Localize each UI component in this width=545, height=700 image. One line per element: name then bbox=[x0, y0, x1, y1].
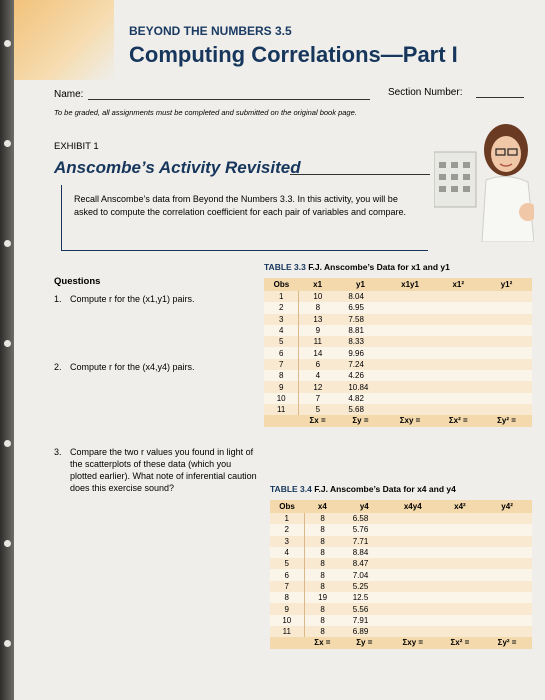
table-cell: 7 bbox=[264, 359, 299, 370]
blank-answer-cell[interactable] bbox=[385, 314, 436, 325]
blank-answer-cell[interactable] bbox=[482, 558, 532, 569]
blank-answer-cell[interactable] bbox=[481, 314, 532, 325]
exhibit-title: Anscombe’s Activity Revisited bbox=[54, 158, 301, 177]
table-row bbox=[270, 615, 532, 626]
sum-cell[interactable]: Σy² = bbox=[482, 637, 532, 648]
blank-answer-cell[interactable] bbox=[481, 325, 532, 336]
blank-answer-cell[interactable] bbox=[438, 615, 483, 626]
blank-answer-cell[interactable] bbox=[481, 381, 532, 392]
table-cell: 5 bbox=[299, 404, 337, 415]
table-cell: 10 bbox=[270, 615, 304, 626]
table-3-4-caption: TABLE 3.4 F.J. Anscombe’s Data for x4 and y4 bbox=[270, 484, 456, 494]
sum-cell[interactable]: Σx = bbox=[304, 637, 341, 648]
blank-answer-cell[interactable] bbox=[438, 581, 483, 592]
table-cell: 4 bbox=[299, 370, 337, 381]
blank-answer-cell[interactable] bbox=[481, 336, 532, 347]
sum-cell[interactable]: Σx² = bbox=[435, 415, 481, 426]
table-cell: 4.26 bbox=[336, 370, 384, 381]
question-3: 3. Compare the two r values you found in light of the scatterplots of these data (which you plotted earlier). What note of inferential caution does this exercise sound? bbox=[54, 447, 257, 493]
table-cell: 1 bbox=[264, 291, 299, 302]
table-row bbox=[264, 359, 532, 370]
blank-answer-cell[interactable] bbox=[438, 524, 483, 535]
blank-answer-cell[interactable] bbox=[438, 558, 483, 569]
corner-decoration bbox=[14, 0, 114, 80]
sum-cell[interactable] bbox=[270, 637, 304, 648]
table-cell: 9.96 bbox=[336, 347, 384, 358]
blank-answer-cell[interactable] bbox=[481, 404, 532, 415]
column-header: y4² bbox=[482, 500, 532, 513]
blank-answer-cell[interactable] bbox=[435, 314, 481, 325]
table-row bbox=[270, 524, 532, 535]
table-row bbox=[270, 547, 532, 558]
column-header: x1² bbox=[435, 278, 481, 291]
blank-answer-cell[interactable] bbox=[385, 347, 436, 358]
blank-answer-cell[interactable] bbox=[435, 370, 481, 381]
table-cell: 8.84 bbox=[341, 547, 388, 558]
blank-answer-cell[interactable] bbox=[481, 347, 532, 358]
table-cell: 8 bbox=[304, 569, 341, 580]
name-label: Name: bbox=[54, 89, 84, 100]
blank-answer-cell[interactable] bbox=[385, 302, 436, 313]
column-header: Obs bbox=[270, 500, 304, 513]
blank-answer-cell[interactable] bbox=[438, 547, 483, 558]
blank-answer-cell[interactable] bbox=[482, 524, 532, 535]
table-cell: 9 bbox=[270, 603, 304, 614]
blank-answer-cell[interactable] bbox=[482, 513, 532, 524]
blank-answer-cell[interactable] bbox=[435, 302, 481, 313]
blank-answer-cell[interactable] bbox=[435, 325, 481, 336]
sum-cell[interactable]: Σy = bbox=[336, 415, 384, 426]
woman-with-calculator-illustration bbox=[434, 112, 534, 242]
table-row bbox=[264, 325, 532, 336]
sum-cell[interactable]: Σy = bbox=[341, 637, 388, 648]
blank-answer-cell[interactable] bbox=[481, 370, 532, 381]
table-row bbox=[264, 336, 532, 347]
table-cell: 8 bbox=[304, 603, 341, 614]
table-sum-row bbox=[270, 637, 532, 648]
section-title: BEYOND THE NUMBERS 3.5 bbox=[129, 24, 292, 38]
blank-answer-cell[interactable] bbox=[481, 302, 532, 313]
blank-answer-cell[interactable] bbox=[388, 524, 438, 535]
blank-answer-cell[interactable] bbox=[481, 291, 532, 302]
table-cell: 5.25 bbox=[341, 581, 388, 592]
exhibit-label: EXHIBIT 1 bbox=[54, 141, 99, 152]
table-cell: 7.58 bbox=[336, 314, 384, 325]
binding-hole bbox=[4, 240, 11, 247]
blank-answer-cell[interactable] bbox=[481, 359, 532, 370]
table-row bbox=[264, 291, 532, 302]
table-row bbox=[270, 513, 532, 524]
question-1: 1. Compute r for the (x1,y1) pairs. bbox=[54, 294, 195, 304]
blank-answer-cell[interactable] bbox=[482, 569, 532, 580]
table-cell: 8 bbox=[304, 626, 341, 637]
blank-answer-cell[interactable] bbox=[435, 404, 481, 415]
table-cell: 7.24 bbox=[336, 359, 384, 370]
worksheet-page bbox=[14, 0, 545, 700]
blank-answer-cell[interactable] bbox=[482, 581, 532, 592]
table-cell: 8.81 bbox=[336, 325, 384, 336]
column-header: x4y4 bbox=[388, 500, 438, 513]
blank-answer-cell[interactable] bbox=[438, 569, 483, 580]
book-spine bbox=[0, 0, 14, 700]
table-cell: 4 bbox=[270, 547, 304, 558]
table-header-row bbox=[264, 278, 532, 291]
blank-answer-cell[interactable] bbox=[482, 547, 532, 558]
blank-answer-cell[interactable] bbox=[438, 626, 483, 637]
section-number-line[interactable] bbox=[476, 97, 524, 98]
table-cell: 8 bbox=[270, 592, 304, 603]
table-cell: 11 bbox=[270, 626, 304, 637]
questions-heading: Questions bbox=[54, 276, 101, 287]
table-cell: 5.68 bbox=[336, 404, 384, 415]
blank-answer-cell[interactable] bbox=[385, 325, 436, 336]
table-cell: 8 bbox=[304, 524, 341, 535]
table-cell: 7 bbox=[299, 393, 337, 404]
table-cell: 2 bbox=[270, 524, 304, 535]
blank-answer-cell[interactable] bbox=[438, 536, 483, 547]
blank-answer-cell[interactable] bbox=[388, 592, 438, 603]
intro-text: Recall Anscombe’s data from Beyond the Numbers 3.3. In this activity, you will be asked to compute the correlation coefficient for each pair of variables and compare. bbox=[74, 194, 407, 217]
blank-answer-cell[interactable] bbox=[385, 336, 436, 347]
blank-answer-cell[interactable] bbox=[388, 569, 438, 580]
column-header: x4² bbox=[438, 500, 483, 513]
blank-answer-cell[interactable] bbox=[385, 370, 436, 381]
table-cell: 6.89 bbox=[341, 626, 388, 637]
table-row bbox=[264, 370, 532, 381]
table-cell: 6.95 bbox=[336, 302, 384, 313]
table-cell: 12 bbox=[299, 381, 337, 392]
table-cell: 9 bbox=[264, 381, 299, 392]
table-cell: 8.04 bbox=[336, 291, 384, 302]
table-cell: 8 bbox=[304, 581, 341, 592]
binding-hole bbox=[4, 540, 11, 547]
blank-answer-cell[interactable] bbox=[435, 393, 481, 404]
blank-answer-cell[interactable] bbox=[438, 603, 483, 614]
table-cell: 8 bbox=[264, 370, 299, 381]
blank-answer-cell[interactable] bbox=[481, 393, 532, 404]
table-cell: 2 bbox=[264, 302, 299, 313]
table-row bbox=[264, 381, 532, 392]
column-header: x1 bbox=[299, 278, 337, 291]
table-cell: 3 bbox=[264, 314, 299, 325]
table-cell: 8 bbox=[304, 547, 341, 558]
table-cell: 8 bbox=[299, 302, 337, 313]
binding-hole bbox=[4, 140, 11, 147]
table-cell: 5.56 bbox=[341, 603, 388, 614]
table-row bbox=[270, 536, 532, 547]
table-cell: 10 bbox=[264, 393, 299, 404]
sum-cell[interactable]: Σxy = bbox=[388, 637, 438, 648]
blank-answer-cell[interactable] bbox=[438, 513, 483, 524]
blank-answer-cell[interactable] bbox=[385, 291, 436, 302]
blank-answer-cell[interactable] bbox=[435, 347, 481, 358]
table-cell: 8 bbox=[304, 536, 341, 547]
table-cell: 7.71 bbox=[341, 536, 388, 547]
blank-answer-cell[interactable] bbox=[388, 603, 438, 614]
sum-cell[interactable]: Σx = bbox=[299, 415, 337, 426]
table-row bbox=[264, 302, 532, 313]
table-row bbox=[270, 592, 532, 603]
table-cell: 8 bbox=[304, 558, 341, 569]
blank-answer-cell[interactable] bbox=[385, 404, 436, 415]
question-2: 2. Compute r for the (x4,y4) pairs. bbox=[54, 362, 195, 372]
column-header: x4 bbox=[304, 500, 341, 513]
column-header: y1 bbox=[336, 278, 384, 291]
blank-answer-cell[interactable] bbox=[388, 513, 438, 524]
table-sum-row bbox=[264, 415, 532, 426]
blank-answer-cell[interactable] bbox=[438, 592, 483, 603]
table-cell: 4 bbox=[264, 325, 299, 336]
blank-answer-cell[interactable] bbox=[482, 626, 532, 637]
page-title: Computing Correlations—Part I bbox=[129, 42, 458, 67]
table-row bbox=[270, 558, 532, 569]
table-cell: 3 bbox=[270, 536, 304, 547]
sum-cell[interactable]: Σxy = bbox=[385, 415, 436, 426]
table-cell: 14 bbox=[299, 347, 337, 358]
sum-cell[interactable] bbox=[264, 415, 299, 426]
table-cell: 5 bbox=[270, 558, 304, 569]
table-cell: 19 bbox=[304, 592, 341, 603]
table-header-row bbox=[270, 500, 532, 513]
table-cell: 12.5 bbox=[341, 592, 388, 603]
blank-answer-cell[interactable] bbox=[388, 626, 438, 637]
blank-answer-cell[interactable] bbox=[388, 547, 438, 558]
binding-hole bbox=[4, 640, 11, 647]
sum-cell[interactable]: Σy² = bbox=[481, 415, 532, 426]
section-number-label: Section Number: bbox=[388, 87, 463, 98]
blank-answer-cell[interactable] bbox=[385, 359, 436, 370]
binding-hole bbox=[4, 40, 11, 47]
table-cell: 13 bbox=[299, 314, 337, 325]
anscombe-table-x1-y1 bbox=[264, 278, 532, 427]
blank-answer-cell[interactable] bbox=[435, 359, 481, 370]
grading-note: To be graded, all assignments must be completed and submitted on the original book page. bbox=[54, 108, 357, 117]
table-cell: 6 bbox=[270, 569, 304, 580]
table-cell: 7.04 bbox=[341, 569, 388, 580]
blank-answer-cell[interactable] bbox=[435, 381, 481, 392]
table-3-3-caption: TABLE 3.3 F.J. Anscombe’s Data for x1 and y1 bbox=[264, 262, 450, 272]
blank-answer-cell[interactable] bbox=[388, 536, 438, 547]
table-cell: 11 bbox=[264, 404, 299, 415]
column-header: y1² bbox=[481, 278, 532, 291]
table-row bbox=[264, 404, 532, 415]
binding-hole bbox=[4, 440, 11, 447]
table-cell: 4.82 bbox=[336, 393, 384, 404]
table-cell: 6 bbox=[264, 347, 299, 358]
blank-answer-cell[interactable] bbox=[388, 558, 438, 569]
anscombe-table-x4-y4 bbox=[270, 500, 532, 649]
blank-answer-cell[interactable] bbox=[435, 291, 481, 302]
exhibit-title-rule bbox=[290, 174, 430, 175]
table-cell: 8.33 bbox=[336, 336, 384, 347]
table-cell: 9 bbox=[299, 325, 337, 336]
table-cell: 11 bbox=[299, 336, 337, 347]
blank-answer-cell[interactable] bbox=[388, 581, 438, 592]
blank-answer-cell[interactable] bbox=[385, 393, 436, 404]
table-row bbox=[270, 603, 532, 614]
blank-answer-cell[interactable] bbox=[482, 536, 532, 547]
table-cell: 8.47 bbox=[341, 558, 388, 569]
table-row bbox=[270, 569, 532, 580]
table-cell: 5.76 bbox=[341, 524, 388, 535]
column-header: x1y1 bbox=[385, 278, 436, 291]
table-row bbox=[270, 581, 532, 592]
blank-answer-cell[interactable] bbox=[482, 615, 532, 626]
table-cell: 7.91 bbox=[341, 615, 388, 626]
table-cell: 8 bbox=[304, 615, 341, 626]
table-row bbox=[264, 347, 532, 358]
blank-answer-cell[interactable] bbox=[435, 336, 481, 347]
table-cell: 1 bbox=[270, 513, 304, 524]
table-cell: 7 bbox=[270, 581, 304, 592]
table-row bbox=[264, 314, 532, 325]
table-cell: 8 bbox=[304, 513, 341, 524]
sum-cell[interactable]: Σx² = bbox=[438, 637, 483, 648]
blank-answer-cell[interactable] bbox=[385, 381, 436, 392]
blank-answer-cell[interactable] bbox=[388, 615, 438, 626]
name-field-line[interactable] bbox=[88, 99, 370, 100]
column-header: Obs bbox=[264, 278, 299, 291]
blank-answer-cell[interactable] bbox=[482, 603, 532, 614]
binding-hole bbox=[4, 340, 11, 347]
blank-answer-cell[interactable] bbox=[482, 592, 532, 603]
table-cell: 6 bbox=[299, 359, 337, 370]
table-cell: 10.84 bbox=[336, 381, 384, 392]
table-row bbox=[264, 393, 532, 404]
table-row bbox=[270, 626, 532, 637]
table-cell: 6.58 bbox=[341, 513, 388, 524]
table-cell: 5 bbox=[264, 336, 299, 347]
table-cell: 10 bbox=[299, 291, 337, 302]
column-header: y4 bbox=[341, 500, 388, 513]
